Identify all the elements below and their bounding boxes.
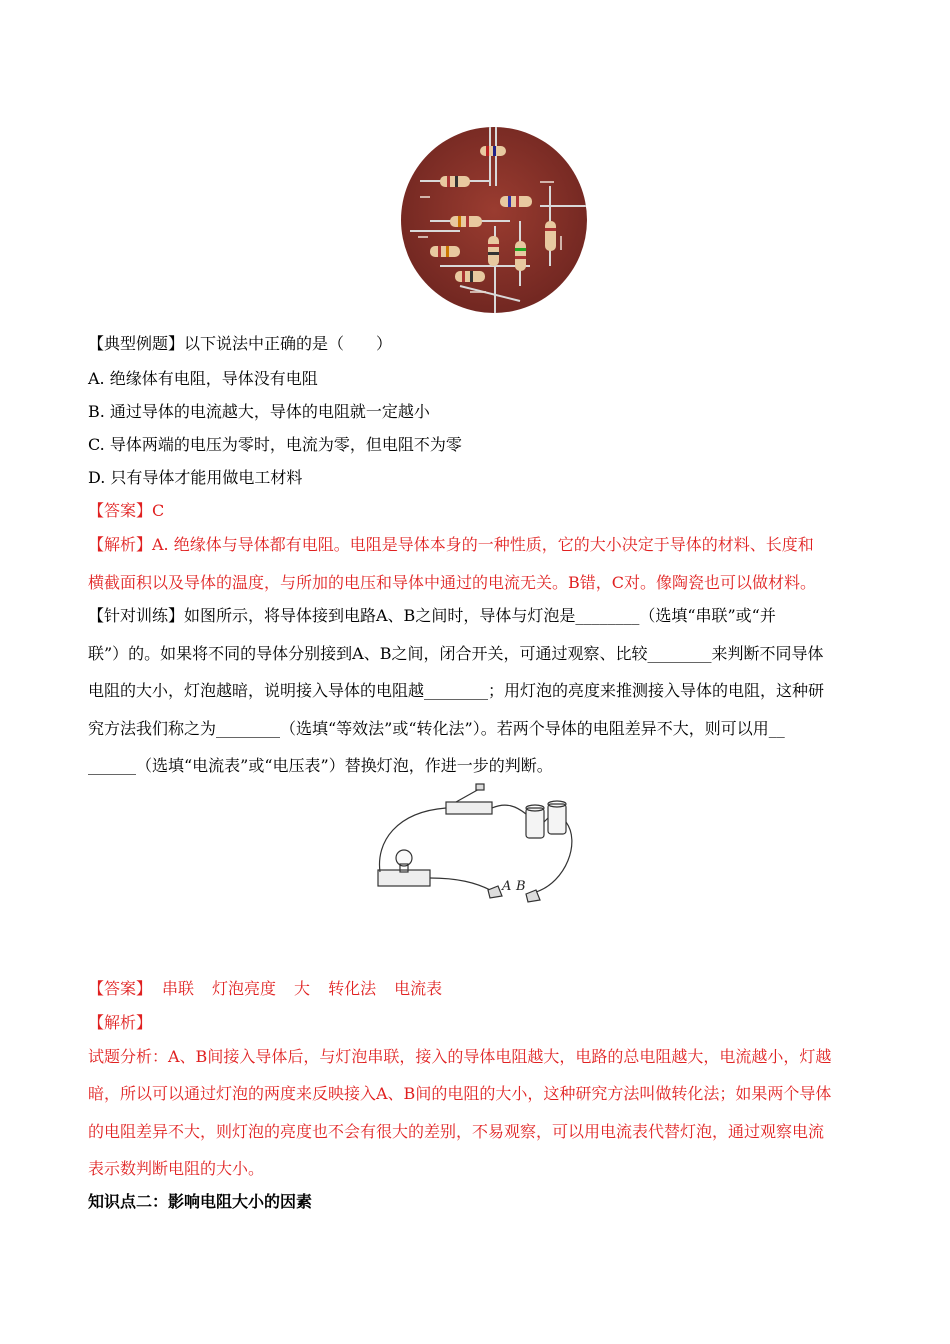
circuit-diagram (376, 782, 592, 912)
answer-3: 大 (294, 979, 311, 998)
terminal-b-label: B (516, 879, 526, 894)
training-analysis-label: 【解析】 (88, 1013, 153, 1032)
example-analysis-line-1: 【解析】A. 绝缘体与导体都有电阻。电阻是导体本身的一种性质，它的大小决定于导体的材料、长度和 (88, 535, 814, 554)
option-d: D. 只有导体才能用做电工材料 (88, 468, 303, 487)
answer-5: 电流表 (394, 979, 443, 998)
example-analysis-line-2: 横截面积以及导体的温度，与所加的电压和导体中通过的电流无关。B错，C对。像陶瓷也可以做材料。 (88, 573, 817, 592)
answer-4: 转化法 (328, 979, 377, 998)
answer-1: 串联 (162, 979, 195, 998)
training-line-2: 联”）的。如果将不同的导体分别接到A、B之间，闭合开关，可通过观察、比较________来判断不同导体 (88, 644, 824, 663)
option-a: A. 绝缘体有电阻，导体没有电阻 (88, 369, 318, 388)
terminal-a-label: A (502, 879, 512, 894)
training-line-5: ______（选填“电流表”或“电压表”）替换灯泡，作进一步的判断。 (88, 756, 553, 775)
example-question: 【典型例题】以下说法中正确的是（ ） (88, 334, 393, 353)
training-analysis-line-1: 试题分析：A、B间接入导体后，与灯泡串联，接入的导体电阻越大，电路的总电阻越大，电流越小，灯越 (88, 1047, 832, 1066)
training-analysis-line-2: 暗，所以可以通过灯泡的两度来反映接入A、B间的电阻的大小，这种研究方法叫做转化法；如果两个导体 (88, 1084, 832, 1103)
section-title: 知识点二：影响电阻大小的因素 (88, 1192, 313, 1211)
answer-2: 灯泡亮度 (212, 979, 277, 998)
training-line-3: 电阻的大小，灯泡越暗，说明接入导体的电阻越________；用灯泡的亮度来推测接入导体的电阻，这种研 (88, 681, 825, 700)
option-c: C. 导体两端的电压为零时，电流为零，但电阻不为零 (88, 435, 462, 454)
training-line-4: 究方法我们称之为________（选填“等效法”或“转化法”）。若两个导体的电阻差异不大，则可以用__ (88, 719, 785, 738)
resistor-board-photo (400, 126, 588, 314)
option-b: B. 通过导体的电流越大，导体的电阻就一定越小 (88, 402, 430, 421)
example-answer: 【答案】C (88, 501, 165, 520)
training-answer (88, 978, 878, 1000)
training-analysis-line-4: 表示数判断电阻的大小。 (88, 1159, 265, 1178)
training-analysis-line-3: 的电阻差异不大，则灯泡的亮度也不会有很大的差别，不易观察，可以用电流表代替灯泡，通过观察电流 (88, 1122, 825, 1141)
answer-label: 【答案】 (88, 979, 153, 998)
training-line-1: 【针对训练】如图所示，将导体接到电路A、B之间时，导体与灯泡是________（选填“串联”或“并 (88, 606, 776, 625)
